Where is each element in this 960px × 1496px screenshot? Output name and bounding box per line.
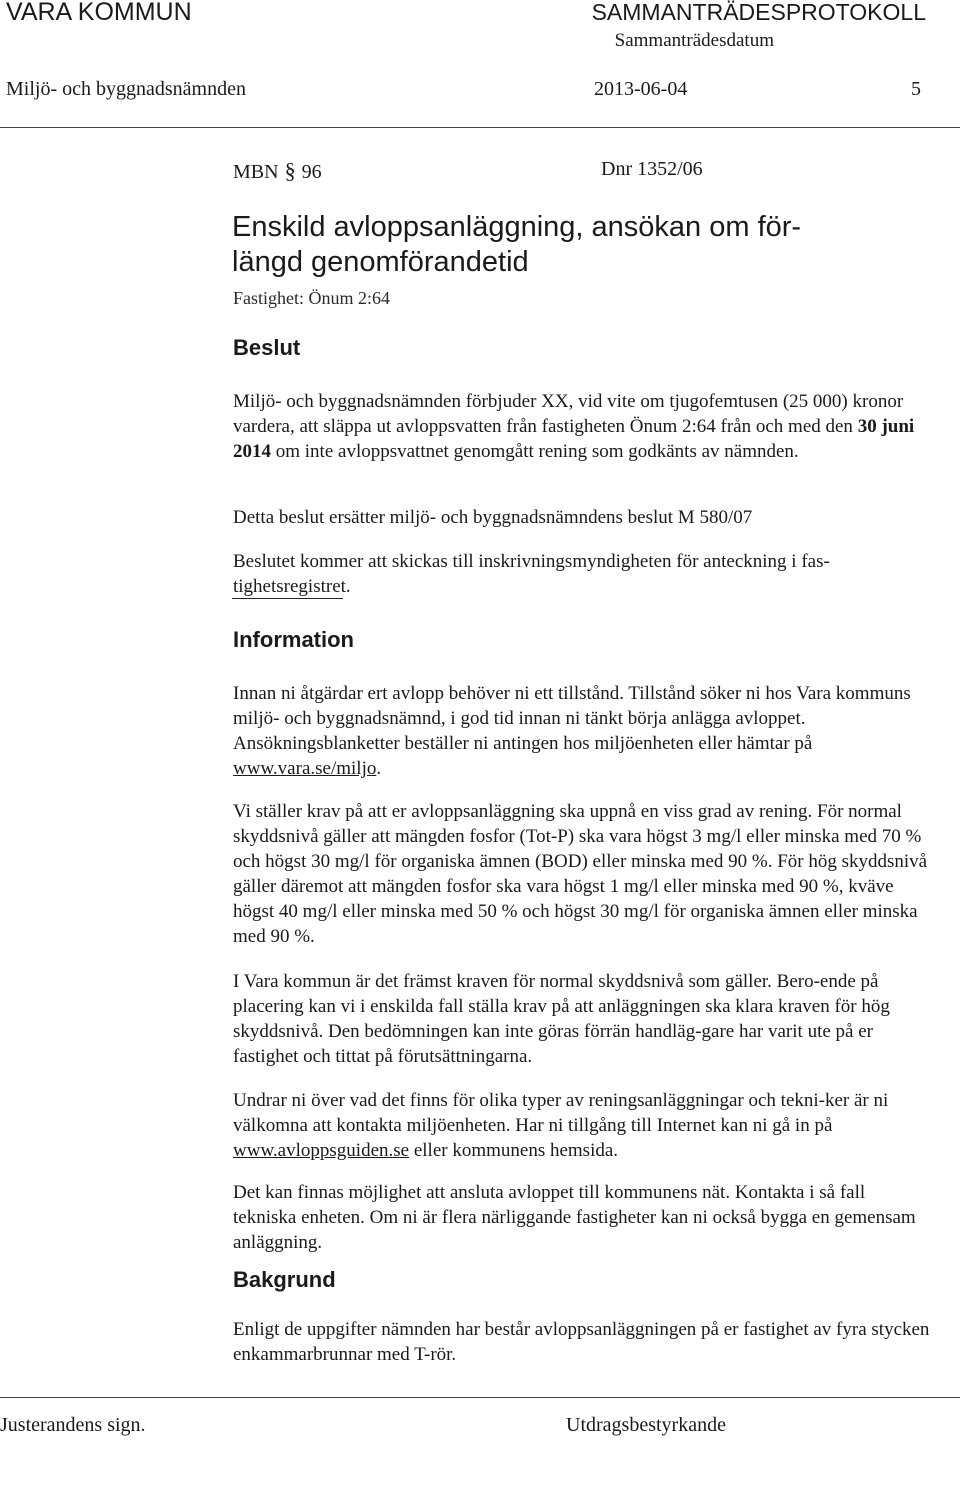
info-permit-end: .	[376, 758, 382, 779]
signature-label: Justerandens sign.	[0, 1414, 146, 1436]
organization-name: VARA KOMMUN	[6, 0, 192, 26]
section-separator	[232, 598, 343, 599]
info-contact-paragraph	[233, 1088, 933, 1163]
section-heading-bakgrund: Bakgrund	[233, 1267, 336, 1292]
background-paragraph: Enligt de uppgifter nämnden har består avloppsanläggningen på er fastighet av fyra stycken enkammarbrunnar med T-rör.	[233, 1319, 930, 1365]
vara-miljo-link[interactable]: www.vara.se/miljo	[233, 758, 377, 779]
decision-text-start: Miljö- och byggnadsnämnden förbjuder XX, vid vite om tjugofemtusen (25 000) kronor vardera, att släppa ut avloppsvatten från fastigheten Önum 2:64 från och med den	[233, 391, 904, 437]
info-permit-text: Innan ni åtgärdar ert avlopp behöver ni ett tillstånd. Tillstånd söker ni hos Vara kommuns miljö- och byggnadsnämnd, i god tid innan ni tänkt börja anlägga avloppet. Ansökningsblanketter beställer ni antingen hos miljöenheten eller hämtar på	[233, 683, 911, 754]
registry-paragraph: Beslutet kommer att skickas till inskrivningsmyndigheten för anteckning i fas-tighetsregistret.	[233, 551, 830, 597]
section-heading-beslut: Beslut	[233, 335, 301, 360]
info-protection-level-paragraph: I Vara kommun är det främst kraven för normal skyddsnivå som gäller. Bero-ende på placering kan vi i enskilda fall ställa krav på att anläggningen ska klara kraven för hög skyddsnivå. Den bedömningen kan inte göras förrän handläg-gare har varit ute på er fastighet och tittat på förutsättningarna.	[233, 971, 890, 1067]
page-number: 5	[911, 78, 921, 100]
diary-number: Dnr 1352/06	[601, 158, 703, 180]
case-ref-number: 96	[301, 161, 322, 183]
section-heading-information: Information	[233, 627, 354, 652]
case-ref-prefix: MBN	[233, 161, 279, 183]
info-requirements-paragraph: Vi ställer krav på att er avloppsanläggning ska uppnå en viss grad av rening. För normal skyddsnivå gäller att mängden fosfor (Tot-P) ska vara högst 3 mg/l eller minska med 70 % och högst 30 mg/l för organiska ämnen (BOD) eller minska med 90 %. För hög skyddsnivå gäller däremot att mängden fosfor ska vara högst 1 mg/l eller minska med 90 %, kväve högst 40 mg/l eller minska med 50 % och högst 30 mg/l för organiska ämnen eller minska med 90 %.	[233, 801, 928, 947]
info-contact-end: eller kommunens hemsida.	[409, 1140, 619, 1161]
header-divider	[0, 127, 960, 128]
property-designation: Fastighet: Önum 2:64	[233, 288, 390, 308]
committee-name: Miljö- och byggnadsnämnden	[6, 78, 246, 100]
avloppsguiden-link[interactable]: www.avloppsguiden.se	[233, 1140, 410, 1161]
info-permit-paragraph	[233, 681, 933, 781]
case-title	[232, 210, 912, 280]
case-title-text: Enskild avloppsanläggning, ansökan om för- längd genomförandetid	[232, 211, 802, 278]
decision-deadline: 30 juni 2014	[233, 416, 915, 462]
meeting-date: 2013-06-04	[594, 78, 688, 100]
document-type: SAMMANTRÄDESPROTOKOLL	[591, 0, 926, 25]
info-contact-text: Undrar ni över vad det finns för olika typer av reningsanläggningar och tekni-ker är ni välkomna att kontakta miljöenheten. Har ni tillgång till Internet kan ni gå in på	[233, 1090, 889, 1136]
decision-text-end: om inte avloppsvattnet genomgått rening som godkänts av nämnden.	[271, 441, 799, 462]
info-connection-paragraph: Det kan finnas möjlighet att ansluta avloppet till kommunens nät. Kontakta i så fall tekniska enheten. Om ni är flera närliggande fastigheter kan ni också bygga en gemensam anläggning.	[233, 1182, 916, 1253]
certification-label: Utdragsbestyrkande	[566, 1414, 726, 1436]
section-symbol: §	[284, 158, 296, 183]
case-reference	[233, 158, 322, 184]
meeting-date-label: Sammanträdesdatum	[614, 30, 774, 51]
footer-divider	[0, 1397, 960, 1398]
decision-paragraph	[233, 389, 933, 464]
replacement-paragraph: Detta beslut ersätter miljö- och byggnadsnämndens beslut M 580/07	[233, 507, 753, 528]
